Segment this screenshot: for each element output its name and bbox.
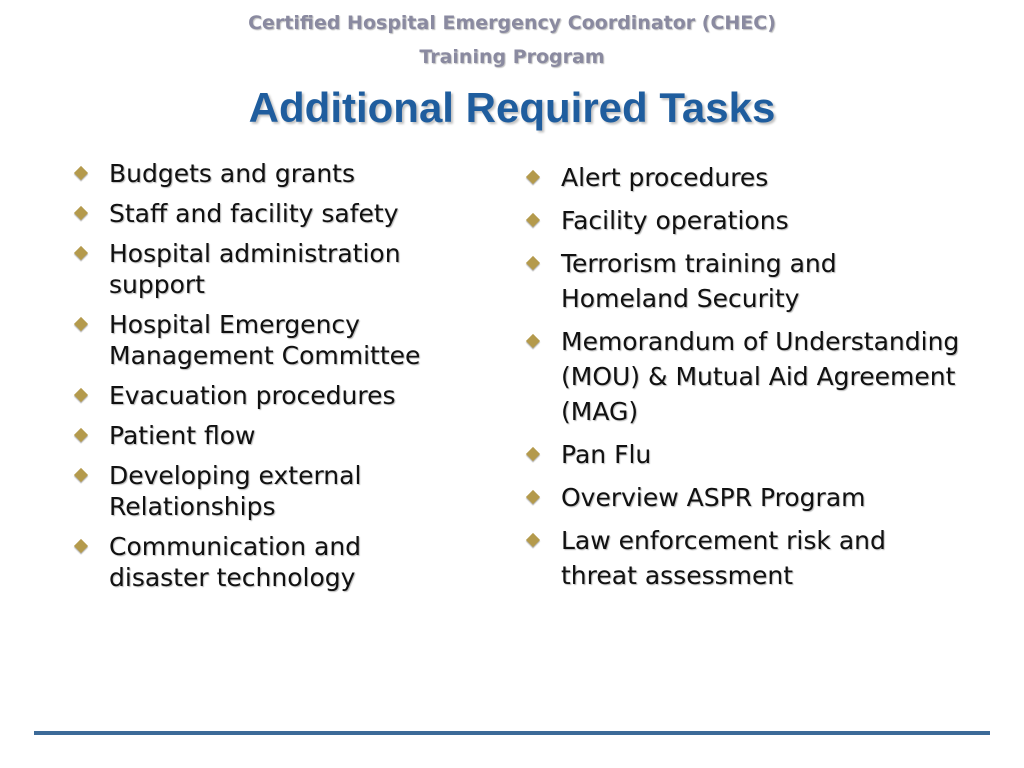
slide-header bbox=[0, 6, 1024, 74]
right-task-list bbox=[524, 160, 1014, 601]
diamond-bullet-icon bbox=[74, 206, 88, 220]
diamond-bullet-icon bbox=[74, 468, 88, 482]
list-item-label: Staff and facility safety bbox=[109, 199, 399, 228]
list-item-label: Hospital administration support bbox=[109, 239, 401, 299]
diamond-bullet-icon bbox=[74, 388, 88, 402]
list-item-label: Budgets and grants bbox=[109, 159, 356, 188]
diamond-bullet-icon bbox=[526, 170, 540, 184]
left-task-list bbox=[72, 158, 502, 602]
list-item bbox=[72, 460, 429, 522]
diamond-bullet-icon bbox=[74, 246, 88, 260]
diamond-bullet-icon bbox=[526, 533, 540, 547]
diamond-bullet-icon bbox=[74, 166, 88, 180]
diamond-bullet-icon bbox=[526, 334, 540, 348]
diamond-bullet-icon bbox=[526, 490, 540, 504]
list-item bbox=[72, 238, 469, 300]
diamond-bullet-icon bbox=[526, 447, 540, 461]
list-item bbox=[72, 531, 429, 593]
diamond-bullet-icon bbox=[74, 539, 88, 553]
list-item-label: Developing external Relationships bbox=[109, 461, 362, 521]
list-item bbox=[524, 324, 1014, 429]
header-line-1: Certified Hospital Emergency Coordinator (CHEC) bbox=[248, 12, 776, 34]
list-item bbox=[72, 158, 502, 189]
list-item bbox=[524, 160, 1014, 195]
list-item-label: Pan Flu bbox=[561, 440, 652, 469]
footer-divider bbox=[34, 731, 990, 735]
list-item bbox=[72, 198, 502, 229]
list-item-label: Communication and disaster technology bbox=[109, 532, 362, 592]
list-item bbox=[72, 380, 502, 411]
diamond-bullet-icon bbox=[526, 256, 540, 270]
diamond-bullet-icon bbox=[74, 317, 88, 331]
header-line-2: Training Program bbox=[419, 46, 605, 68]
list-item bbox=[524, 246, 921, 316]
list-item-label: Law enforcement risk and threat assessment bbox=[561, 526, 886, 590]
list-item-label: Patient flow bbox=[109, 421, 256, 450]
list-item-label: Overview ASPR Program bbox=[561, 483, 866, 512]
diamond-bullet-icon bbox=[526, 213, 540, 227]
list-item-label: Alert procedures bbox=[561, 163, 769, 192]
list-item bbox=[524, 437, 1014, 472]
list-item-label: Evacuation procedures bbox=[109, 381, 396, 410]
list-item bbox=[524, 480, 1014, 515]
diamond-bullet-icon bbox=[74, 428, 88, 442]
list-item-label: Facility operations bbox=[561, 206, 789, 235]
list-item bbox=[72, 309, 502, 371]
list-item bbox=[524, 523, 961, 593]
list-item-label: Hospital Emergency Management Committee bbox=[109, 310, 421, 370]
slide-title: Additional Required Tasks bbox=[248, 84, 776, 131]
list-item-label: Memorandum of Understanding (MOU) & Mutual Aid Agreement (MAG) bbox=[561, 327, 960, 426]
list-item bbox=[524, 203, 1014, 238]
list-item bbox=[72, 420, 502, 451]
list-item-label: Terrorism training and Homeland Security bbox=[561, 249, 837, 313]
